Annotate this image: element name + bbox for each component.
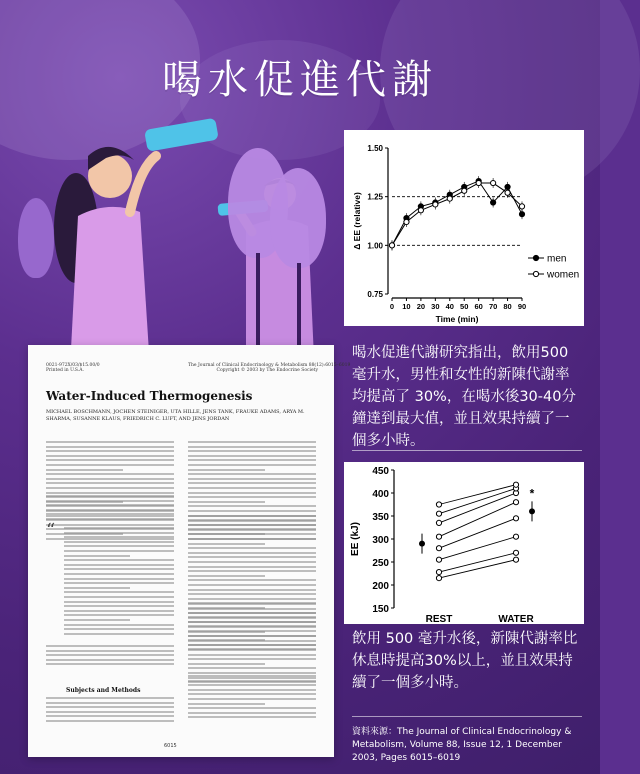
water-point — [513, 557, 518, 562]
divider — [352, 716, 582, 717]
paper-text-line — [64, 527, 174, 529]
data-point-women — [462, 188, 467, 193]
summary-text-2: 飲用 500 毫升水後，新陳代謝率比休息時提高30%以上，並且效果持續了一個多小時。 — [352, 631, 578, 691]
pair-line — [439, 493, 516, 523]
woman-top — [70, 207, 150, 368]
y-tick-label: 150 — [372, 604, 389, 615]
paper-text-line — [188, 515, 316, 517]
paper-text-line — [64, 555, 130, 557]
paper-text-line — [46, 711, 174, 713]
paper-text-line — [46, 459, 174, 461]
y-tick-label: 350 — [372, 512, 389, 523]
paper-text-line — [188, 593, 316, 595]
paper-text-line — [188, 598, 316, 600]
rest-point — [436, 534, 441, 539]
x-axis-label: Time (min) — [435, 314, 479, 324]
data-point-men — [519, 212, 524, 217]
paper-text-line — [188, 529, 316, 531]
divider — [352, 450, 582, 451]
paper-text-line — [188, 482, 316, 484]
paper-text-line — [188, 533, 316, 535]
x-tick-label: 70 — [488, 302, 498, 311]
paper-text-line — [46, 509, 174, 511]
paper-text-line — [188, 672, 316, 674]
paper-text-line — [188, 455, 316, 457]
paper-text-line — [46, 482, 174, 484]
paper-text-line — [188, 478, 316, 480]
paper-text-line — [46, 469, 123, 471]
source-citation: 資料來源：The Journal of Clinical Endocrinology & Metabolism, Volume 88, Issue 12, 1 December 2003, Pages 6015–6019 — [352, 727, 572, 763]
paper-text-line — [46, 706, 174, 708]
paper-text-line — [64, 591, 174, 593]
pair-line — [439, 502, 516, 537]
paper-text-line — [46, 513, 174, 515]
y-tick-label: 250 — [372, 558, 389, 569]
paper-text-line — [188, 654, 316, 656]
line-chart — [344, 130, 584, 326]
paper-text-line — [46, 504, 174, 506]
data-point-men — [491, 200, 496, 205]
pair-line — [439, 518, 516, 548]
paper-text-line — [64, 633, 174, 635]
paper-text-line — [46, 659, 174, 661]
paper-text-line — [188, 680, 316, 682]
paper-text-line — [188, 626, 316, 628]
paper-text-line — [64, 532, 174, 534]
series-line-men — [392, 181, 522, 245]
paper-text-line — [188, 487, 316, 489]
paper-text-line — [46, 478, 174, 480]
paper-text-line — [188, 492, 316, 494]
x-tick-label: 30 — [431, 302, 440, 311]
paper-text-line — [46, 464, 174, 466]
x-tick-label: 80 — [503, 302, 512, 311]
paper-text-line — [64, 545, 174, 547]
paper-text-line — [188, 446, 316, 448]
paper-text-line — [188, 510, 316, 512]
significance-marker: * — [529, 486, 535, 501]
paper-title: Water-Induced Thermogenesis — [46, 389, 253, 403]
y-tick-label: 0.75 — [367, 290, 383, 299]
rest-point — [436, 570, 441, 575]
paper-text-line — [46, 663, 174, 665]
paper-text-line — [188, 566, 316, 568]
quote-mark: “ — [46, 520, 56, 541]
paper-text-line — [64, 550, 174, 552]
paper-text-line — [64, 573, 174, 575]
data-point-women — [476, 180, 481, 185]
paper-text-line — [46, 455, 174, 457]
paper-text-line — [188, 667, 316, 669]
paper-text-line — [188, 450, 316, 452]
tree — [18, 198, 54, 278]
paper-text-line — [46, 518, 174, 520]
paper-text-line — [64, 605, 174, 607]
paper-text-line — [64, 601, 174, 603]
paper-text-line — [188, 505, 316, 507]
journal-article-image — [28, 345, 351, 757]
data-point-women — [404, 219, 409, 224]
paper-text-line — [46, 446, 174, 448]
paper-text-line — [188, 684, 316, 686]
paper-section-heading: Subjects and Methods — [66, 687, 141, 694]
paper-text-line — [188, 464, 316, 466]
paper-text-line — [188, 473, 316, 475]
data-point-women — [389, 243, 394, 248]
y-tick-label: 450 — [372, 466, 389, 477]
paper-text-line — [46, 715, 174, 717]
paper-text-line — [188, 612, 316, 614]
page-title: 喝水促進代謝 — [162, 57, 438, 103]
rest-point — [436, 576, 441, 581]
y-tick-label: 1.00 — [367, 241, 383, 251]
paper-text-line — [64, 610, 174, 612]
mean-point — [529, 508, 535, 514]
paper-text-line — [188, 698, 316, 700]
y-axis-label: Δ EE (relative) — [352, 192, 362, 250]
paper-text-line — [188, 459, 316, 461]
line-chart-card — [344, 130, 584, 326]
paper-text-line — [188, 675, 316, 677]
water-point — [513, 482, 518, 487]
paper-text-line — [188, 469, 265, 471]
paper-text-line — [46, 702, 174, 704]
water-point — [513, 516, 518, 521]
paper-text-line — [46, 524, 174, 526]
category-label: WATER — [498, 614, 534, 625]
paper-text-line — [188, 575, 265, 577]
y-tick-label: 1.25 — [367, 192, 383, 202]
paper-text-line — [188, 693, 316, 695]
paper-text-line — [64, 619, 130, 621]
data-point-women — [447, 196, 452, 201]
paper-text-line — [188, 579, 316, 581]
paper-header-left: 0021-972X/03/$15.00/0 Printed in U.S.A. — [46, 363, 100, 373]
rest-point — [436, 511, 441, 516]
paper-text-line — [64, 559, 174, 561]
x-tick-label: 0 — [389, 302, 395, 311]
paper-text-line — [188, 538, 316, 540]
paper-text-line — [188, 663, 265, 665]
paper-text-line — [188, 689, 316, 691]
x-tick-label: 50 — [460, 302, 469, 311]
paper-authors: MICHAEL BOSCHMANN, JOCHEN STEINIGER, UTA HILLE, JENS TANK, FRAUKE ADAMS, ARYA M. SHARMA, SUSANNE KLAUS, FRIEDRICH C. LUFT, AND JENS JORDAN — [46, 409, 305, 422]
paper-text-line — [188, 649, 316, 651]
legend-marker — [533, 271, 538, 276]
category-label: REST — [425, 614, 453, 625]
paper-text-line — [188, 703, 265, 705]
paper-text-line — [188, 707, 316, 709]
paper-text-line — [64, 578, 174, 580]
paper-text-line — [64, 624, 174, 626]
legend-marker — [533, 255, 538, 260]
legend-label: women — [547, 269, 580, 281]
paper-text-line — [188, 520, 316, 522]
paper-text-line — [188, 589, 316, 591]
summary-text-1: 喝水促進代謝研究指出，飲用500毫升水，男性和女性的新陳代謝率均提高了 30%，在喝水後30-40分鐘達到最大值，並且效果持續了一個多小時。 — [352, 345, 576, 449]
paper-text-line — [188, 621, 316, 623]
pair-line — [439, 485, 516, 505]
water-point — [513, 500, 518, 505]
paper-text-line — [188, 552, 316, 554]
paper-text-line — [64, 628, 174, 630]
paper-text-line — [188, 561, 316, 563]
y-tick-label: 1.50 — [367, 144, 383, 153]
y-tick-label: 200 — [372, 581, 389, 592]
paper-header-right: The Journal of Clinical Endocrinology & Metabolism 88(12):6015–6019 Copyright © 2003 by The Endocrine Society — [188, 363, 351, 373]
data-point-women — [519, 204, 524, 209]
legend-label: men — [547, 253, 567, 265]
data-point-women — [433, 202, 438, 207]
water-bottle — [144, 118, 219, 152]
paper-text-line — [46, 645, 174, 647]
paper-text-line — [188, 712, 316, 714]
pair-line — [439, 537, 516, 560]
paper-text-line — [64, 587, 130, 589]
paper-text-line — [64, 596, 174, 598]
paper-text-line — [188, 617, 316, 619]
rest-point — [436, 520, 441, 525]
x-tick-label: 40 — [445, 302, 454, 311]
paired-chart — [344, 462, 584, 624]
paired-chart-card — [344, 462, 584, 624]
paper-text-line — [188, 658, 316, 660]
paper-text-line — [46, 492, 174, 494]
paper-text-line — [188, 543, 265, 545]
pair-line — [439, 488, 516, 513]
paper-text-line — [46, 697, 174, 699]
paper-text-line — [64, 568, 174, 570]
paper-text-line — [188, 631, 265, 633]
rest-point — [436, 546, 441, 551]
paper-text-line — [64, 536, 174, 538]
x-tick-label: 60 — [474, 302, 483, 311]
paper-text-line — [46, 441, 174, 443]
paper-page-number: 6015 — [164, 743, 177, 749]
paper-text-line — [64, 614, 174, 616]
water-point — [513, 534, 518, 539]
paper-text-line — [46, 450, 174, 452]
water-point — [513, 550, 518, 555]
paper-text-line — [188, 556, 316, 558]
x-tick-label: 10 — [402, 302, 411, 311]
paper-text-line — [46, 654, 174, 656]
paper-text-line — [46, 500, 174, 502]
drinking-illustration — [18, 108, 336, 368]
paper-text-line — [188, 584, 316, 586]
paper-text-line — [188, 603, 316, 605]
x-tick-label: 90 — [517, 302, 527, 311]
paper-text-line — [188, 496, 316, 498]
paper-text-line — [64, 541, 174, 543]
paper-text-line — [188, 644, 316, 646]
data-point-women — [491, 180, 496, 185]
paper-text-line — [188, 547, 316, 549]
rest-point — [436, 557, 441, 562]
y-axis-label: EE (kJ) — [350, 522, 361, 556]
x-tick-label: 20 — [416, 302, 426, 311]
paper-text-line — [188, 441, 316, 443]
data-point-women — [418, 208, 423, 213]
data-point-women — [505, 190, 510, 195]
paper-text-line — [188, 716, 316, 718]
paper-text-line — [188, 501, 265, 503]
paper-text-line — [188, 640, 316, 642]
paper-text-line — [64, 564, 174, 566]
y-tick-label: 300 — [372, 535, 389, 546]
mean-point — [419, 541, 425, 547]
paper-text-line — [188, 635, 316, 637]
paper-text-line — [64, 582, 174, 584]
paper-text-line — [46, 495, 174, 497]
tree — [270, 168, 326, 268]
y-tick-label: 400 — [372, 489, 389, 500]
paper-text-line — [46, 650, 174, 652]
paper-text-line — [188, 570, 316, 572]
paper-text-line — [46, 720, 174, 722]
paper-text-line — [46, 473, 174, 475]
paper-text-line — [188, 608, 316, 610]
rest-point — [436, 502, 441, 507]
paper-text-line — [46, 487, 174, 489]
paper-text-line — [188, 524, 316, 526]
